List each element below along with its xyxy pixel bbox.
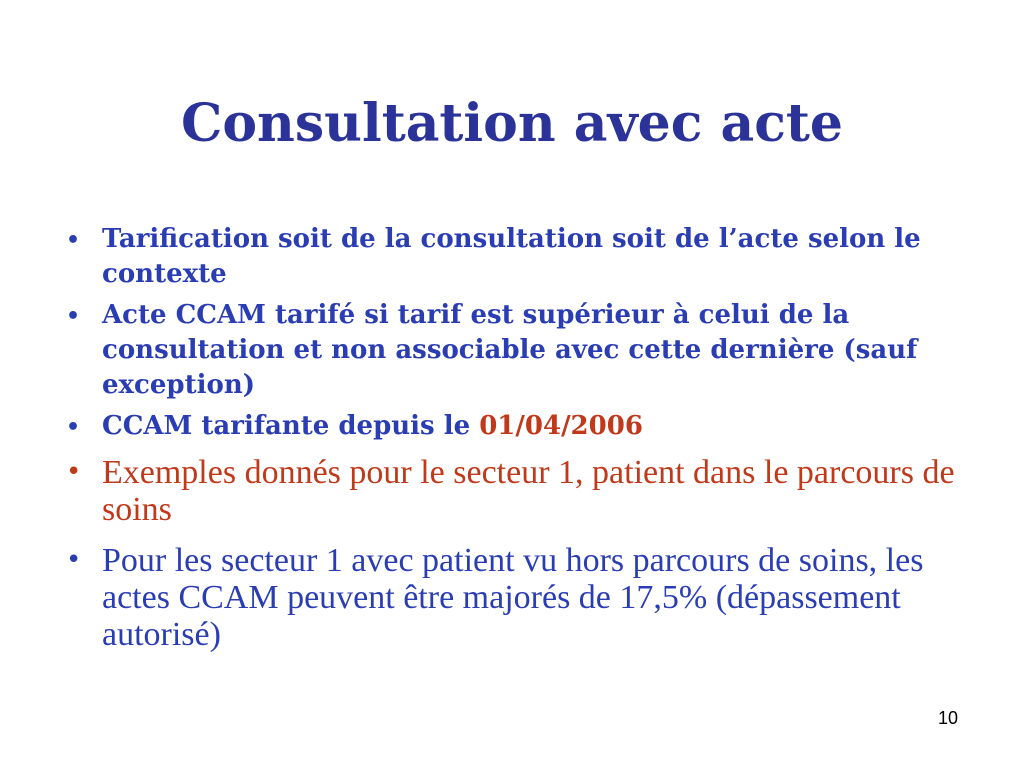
bullet-icon: • xyxy=(66,415,81,440)
bullet-item-acte-ccam xyxy=(60,298,960,403)
bullet-text: Tarification soit de la consultation soit de l’acte selon le contexte xyxy=(102,224,921,289)
bullet-text: CCAM tarifante depuis le xyxy=(102,411,480,441)
bullet-icon: • xyxy=(66,228,81,253)
slide-number: 10 xyxy=(938,708,959,728)
bullet-icon: • xyxy=(66,304,81,329)
bullet-item-ccam-tarifante xyxy=(60,409,960,444)
bullet-list xyxy=(60,222,960,661)
date-highlight: 01/04/2006 xyxy=(479,411,643,441)
bullet-text: Acte CCAM tarifé si tarif est supérieur à celui de la consultation et non associable avec cette dernière (sauf exception) xyxy=(102,300,918,400)
bullet-text: Exemples donnés pour le secteur 1, patient dans le parcours de soins xyxy=(102,454,955,528)
bullet-item-tarification xyxy=(60,222,960,292)
bullet-text: Pour les secteur 1 avec patient vu hors parcours de soins, les actes CCAM peuvent être majorés de 17,5% (dépassement autorisé) xyxy=(102,542,924,653)
slide-title: Consultation avec acte xyxy=(180,93,843,154)
bullet-icon: • xyxy=(66,545,82,575)
bullet-icon: • xyxy=(66,457,82,487)
bullet-item-exemples xyxy=(60,454,960,528)
bullet-item-secteur-1 xyxy=(60,542,960,653)
